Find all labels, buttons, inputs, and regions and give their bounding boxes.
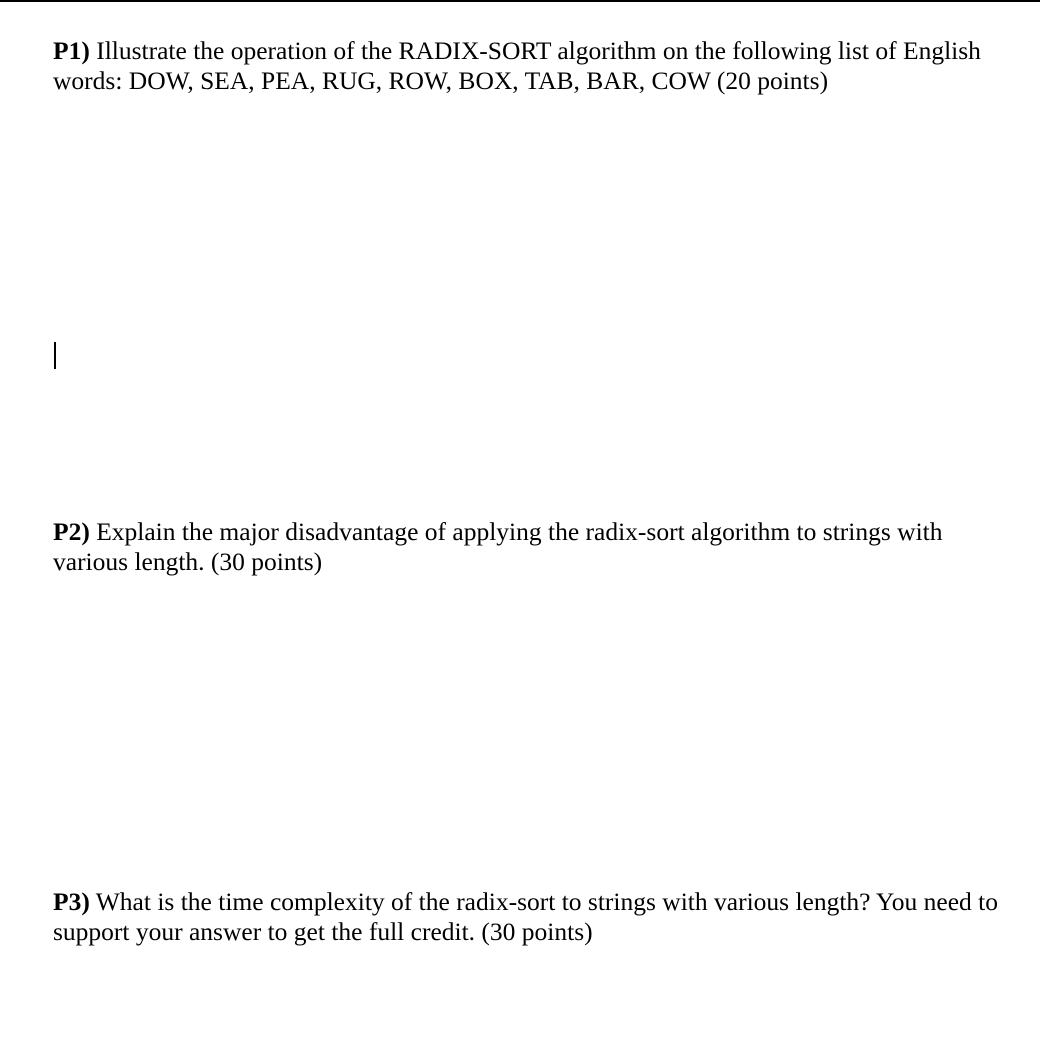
question-p2 — [53, 517, 1013, 577]
question-p3-text: What is the time complexity of the radix-sort to strings with various length? You need to support your answer to get the full credit. (30 points) — [53, 887, 999, 946]
question-p3 — [53, 887, 1013, 947]
question-p1-label: P1) — [53, 36, 90, 65]
question-p2-text: Explain the major disadvantage of applying the radix-sort algorithm to strings with various length. (30 points) — [53, 517, 943, 576]
question-p3-label: P3) — [53, 887, 90, 916]
answer-area-p1-cursor[interactable] — [54, 342, 56, 369]
page-top-border — [0, 0, 1040, 2]
question-p2-label: P2) — [53, 517, 90, 546]
question-p1-text: Illustrate the operation of the RADIX-SORT algorithm on the following list of English words: DOW, SEA, PEA, RUG, ROW, BOX, TAB, BAR, COW (20 points) — [53, 36, 981, 95]
question-p1 — [53, 36, 1013, 96]
